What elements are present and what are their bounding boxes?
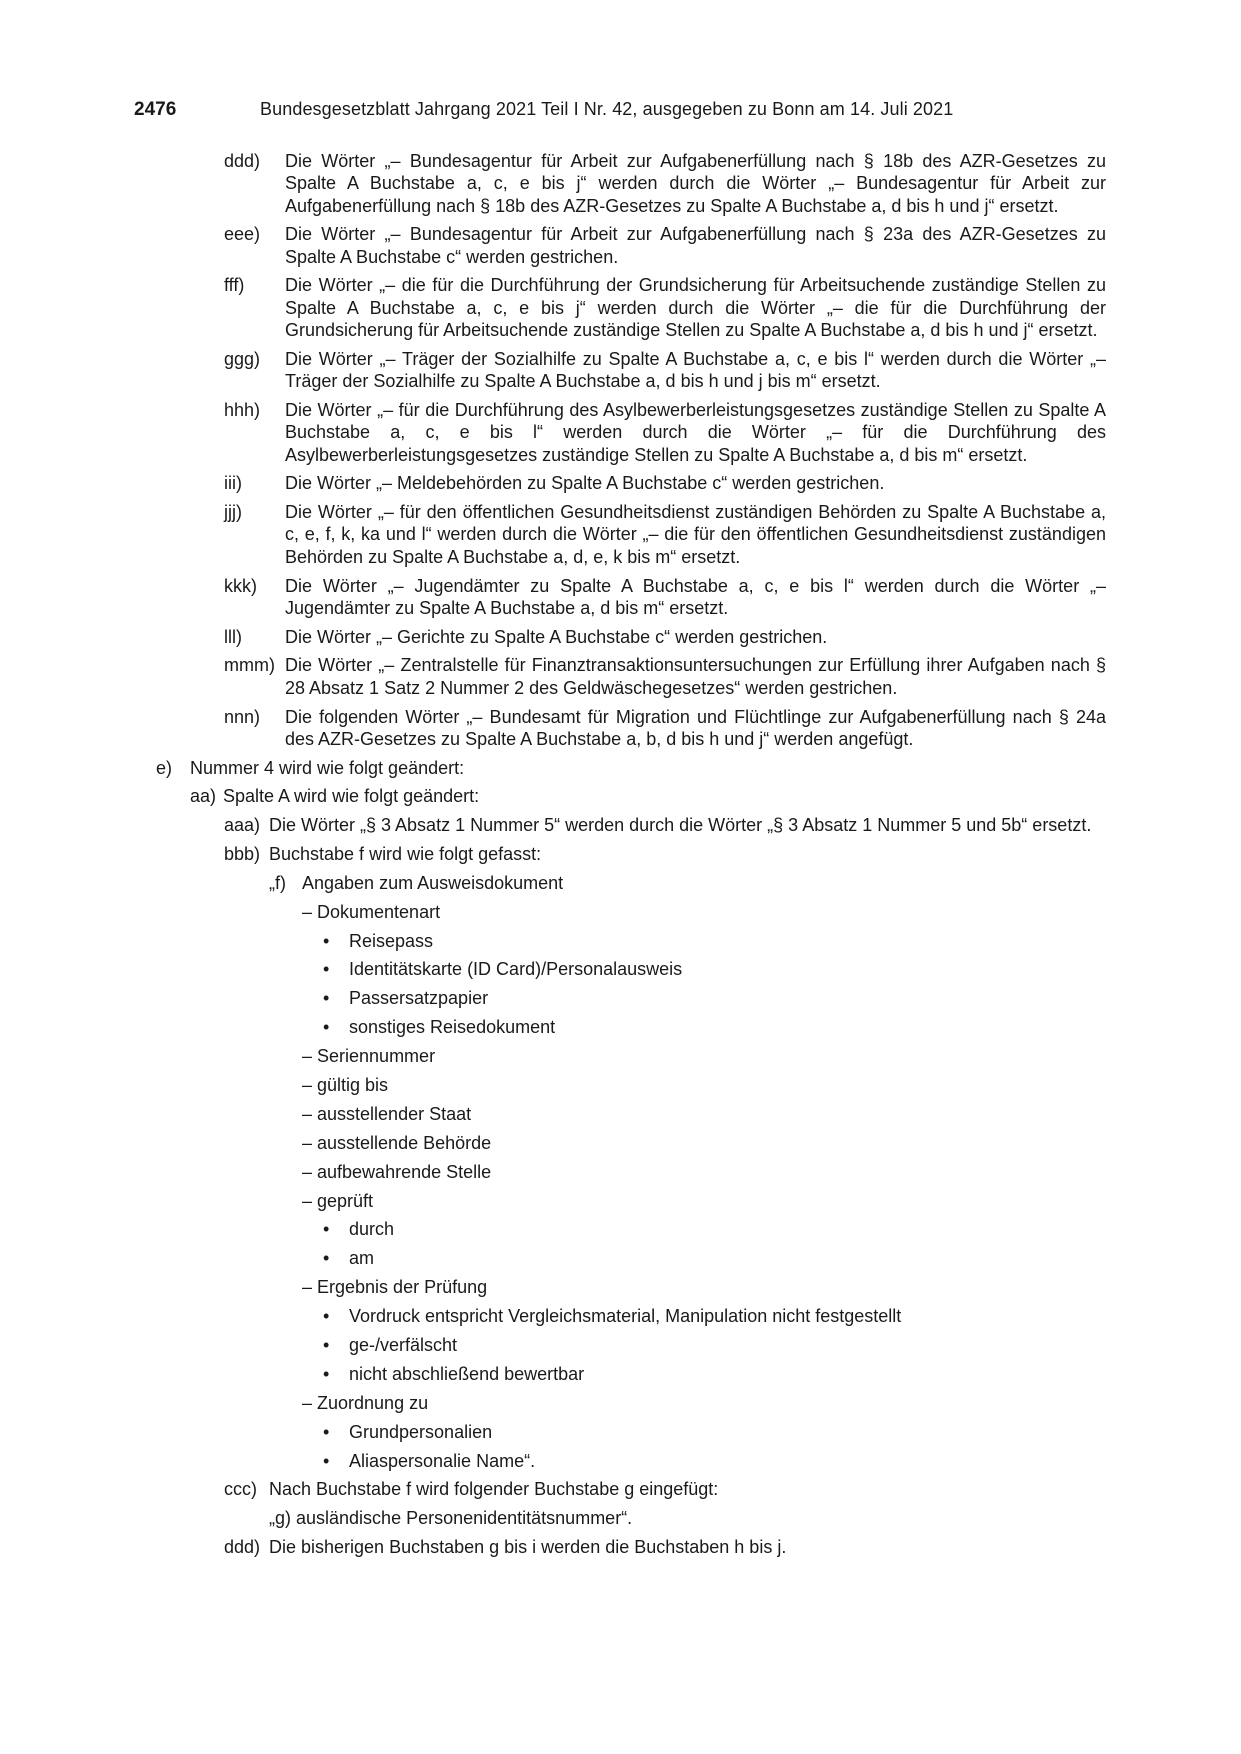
amendment-item (134, 472, 1106, 494)
item-text: Nummer 4 wird wie folgt geändert: (190, 757, 465, 778)
dash-list-item: – ausstellende Behörde (302, 1132, 492, 1153)
item-label: eee) (224, 224, 261, 245)
item-label: ggg) (224, 348, 261, 369)
item-text: Die Wörter „– Gerichte zu Spalte A Buchstabe c“ werden gestrichen. (285, 626, 828, 647)
bullet-text: Aliaspersonalie Name“. (349, 1450, 536, 1471)
item-label: aa) (190, 786, 217, 807)
bullet-icon: • (323, 1248, 330, 1269)
bullet-icon: • (323, 1363, 330, 1384)
dash-list-item: – ausstellender Staat (302, 1103, 472, 1124)
bullet-text: sonstiges Reisedokument (349, 1017, 556, 1038)
item-text: Die Wörter „– die für die Durchführung der Grundsicherung für Arbeitsuchende zuständige Stellen zu Spalte A Buchstabe a, c, e bis j“ werden durch die Wörter „– die für die Durchführung der Grundsicherung für Arbeitsuchende zuständige Stellen zu Spalte A Buchstabe a, d bis h und j“ ersetzt. (285, 275, 1106, 341)
bullet-icon: • (323, 1219, 330, 1240)
dash-list-item: – gültig bis (302, 1074, 389, 1095)
bullet-list-item (323, 958, 1106, 980)
dash-list-item: – geprüft (302, 1190, 374, 1211)
document-body (134, 150, 1106, 1565)
item-label: ccc) (224, 1479, 257, 1500)
item-label: jjj) (224, 502, 242, 523)
amendment-item (134, 150, 1106, 217)
bullet-text: nicht abschließend bewertbar (349, 1363, 585, 1384)
item-label: lll) (224, 626, 242, 647)
item-text: Angaben zum Ausweisdokument (302, 872, 564, 893)
amendment-list-d (134, 150, 1106, 750)
bullet-icon: • (323, 988, 330, 1009)
bullet-icon: • (323, 1017, 330, 1038)
bullet-list-item (323, 930, 1106, 952)
bullet-icon: • (323, 1306, 330, 1327)
amendment-item (134, 706, 1106, 751)
item-text: Spalte A wird wie folgt geändert: (223, 786, 480, 807)
amendment-item (134, 274, 1106, 341)
item-e (156, 757, 1106, 779)
item-text: Die Wörter „– Träger der Sozialhilfe zu Spalte A Buchstabe a, c, e bis l“ werden durch die Wörter „– Träger der Sozialhilfe zu Spalte A Buchstabe a, d bis h und j bis m“ ersetzt. (285, 348, 1106, 392)
item-text: Die Wörter „– Meldebehörden zu Spalte A Buchstabe c“ werden gestrichen. (285, 473, 885, 494)
dash-list-item: – Ergebnis der Prüfung (302, 1277, 488, 1298)
bullet-text: Identitätskarte (ID Card)/Personalausweis (349, 959, 683, 980)
bullet-list-item (323, 1247, 1106, 1269)
item-aaa (224, 814, 1106, 836)
item-text: Die Wörter „– für die Durchführung des Asylbewerberleistungsgesetzes zuständige Stellen zu Spalte A Buchstabe a, c, e bis l“ werden durch die Wörter „– für die Durchführung des Asylbewerberleistungsgesetzes zuständige Stellen zu Spalte A Buchstabe a, d bis m“ ersetzt. (285, 399, 1106, 465)
amendment-item (134, 575, 1106, 620)
item-text: Die Wörter „– Bundesagentur für Arbeit zur Aufgabenerfüllung nach § 23a des AZR-Gesetzes zu Spalte A Buchstabe c“ werden gestrichen. (285, 224, 1106, 267)
item-ccc (224, 1478, 1106, 1500)
item-bbb (224, 843, 1106, 865)
item-aa (190, 785, 1106, 807)
bullet-list-item (323, 1305, 1106, 1327)
item-label: kkk) (224, 575, 257, 596)
bullet-list-item (323, 1421, 1106, 1443)
bullet-icon: • (323, 1450, 330, 1471)
bullet-text: Passersatzpapier (349, 988, 489, 1009)
bullet-text: ge-/verfälscht (349, 1334, 458, 1355)
bullet-icon: • (323, 930, 330, 951)
dash-list-item: – aufbewahrende Stelle (302, 1161, 492, 1182)
dash-list-item: – Zuordnung zu (302, 1392, 429, 1413)
bullet-text: am (349, 1248, 375, 1269)
bullet-text: Grundpersonalien (349, 1421, 493, 1442)
item-label: „f) (269, 872, 286, 893)
page-number: 2476 (134, 99, 177, 120)
item-text: Die Wörter „§ 3 Absatz 1 Nummer 5“ werden durch die Wörter „§ 3 Absatz 1 Nummer 5 und 5b“ ersetzt. (269, 815, 1092, 836)
amendment-item (134, 348, 1106, 393)
item-text: Die Wörter „– Zentralstelle für Finanztransaktionsuntersuchungen zur Erfüllung ihrer Aufgaben nach § 28 Absatz 1 Satz 2 Nummer 2 des Geldwäschegesetzes“ werden gestrichen. (285, 655, 1106, 698)
item-text: Nach Buchstabe f wird folgender Buchstabe g eingefügt: (269, 1479, 719, 1500)
bullet-text: durch (349, 1219, 395, 1240)
item-text: Die Wörter „– Bundesagentur für Arbeit zur Aufgabenerfüllung nach § 18b des AZR-Gesetzes zu Spalte A Buchstabe a, c, e bis j“ werden durch die Wörter „– Bundesagentur für Arbeit zur Aufgabenerfüllung nach § 18b des AZR-Gesetzes zu Spalte A Buchstabe a, d bis h und j“ ersetzt. (285, 151, 1106, 216)
document-fields-list (134, 901, 1106, 1472)
dash-list-item: – Dokumentenart (302, 901, 441, 922)
item-label: bbb) (224, 844, 261, 865)
item-label: nnn) (224, 706, 261, 727)
dash-list-item: – Seriennummer (302, 1046, 436, 1067)
amendment-item (134, 399, 1106, 466)
item-label: iii) (224, 473, 242, 494)
bullet-list-item (323, 1334, 1106, 1356)
bullet-text: Vordruck entspricht Vergleichsmaterial, Manipulation nicht festgestellt (349, 1306, 902, 1327)
page-header (134, 99, 1107, 123)
item-label: hhh) (224, 399, 261, 420)
bullet-list-item (323, 987, 1106, 1009)
item-ddd-renumber (224, 1536, 1106, 1558)
bullet-icon: • (323, 1421, 330, 1442)
item-f-heading (269, 872, 1106, 894)
bullet-icon: • (323, 959, 330, 980)
item-label: fff) (224, 275, 245, 296)
item-label: aaa) (224, 815, 261, 836)
item-label: ddd) (224, 151, 261, 171)
item-label: ddd) (224, 1537, 261, 1558)
item-text: Die bisherigen Buchstaben g bis i werden die Buchstaben h bis j. (269, 1537, 787, 1558)
bullet-list-item (323, 1363, 1106, 1385)
bullet-text: Reisepass (349, 930, 434, 951)
amendment-item (134, 654, 1106, 699)
bullet-list-item (323, 1016, 1106, 1038)
item-label: e) (156, 757, 173, 778)
item-text: Die folgenden Wörter „– Bundesamt für Migration und Flüchtlinge zur Aufgabenerfüllung nach § 24a des AZR-Gesetzes zu Spalte A Buchstabe a, b, d bis h und j“ werden angefügt. (285, 706, 1106, 749)
bullet-list-item (323, 1218, 1106, 1240)
bullet-icon: • (323, 1334, 330, 1355)
item-text: Die Wörter „– Jugendämter zu Spalte A Buchstabe a, c, e bis l“ werden durch die Wörter „– Jugendämter zu Spalte A Buchstabe a, d bis m“ ersetzt. (285, 575, 1106, 618)
item-g-insert: „g) ausländische Personenidentitätsnummer“. (269, 1508, 633, 1529)
gazette-title: Bundesgesetzblatt Jahrgang 2021 Teil I Nr. 42, ausgegeben zu Bonn am 14. Juli 2021 (260, 99, 954, 119)
amendment-item (134, 501, 1106, 568)
item-text: Die Wörter „– für den öffentlichen Gesundheitsdienst zuständigen Behörden zu Spalte A Buchstabe a, c, e, f, k, ka und l“ werden durch die Wörter „– die für den öffentlichen Gesundheitsdienst zuständigen Behörden zu Spalte A Buchstabe a, d, e, k bis m“ ersetzt. (285, 502, 1106, 567)
amendment-item (134, 626, 1106, 648)
item-label: mmm) (224, 655, 275, 676)
amendment-item (134, 223, 1106, 268)
item-text: Buchstabe f wird wie folgt gefasst: (269, 844, 542, 865)
bullet-list-item (323, 1450, 1106, 1472)
